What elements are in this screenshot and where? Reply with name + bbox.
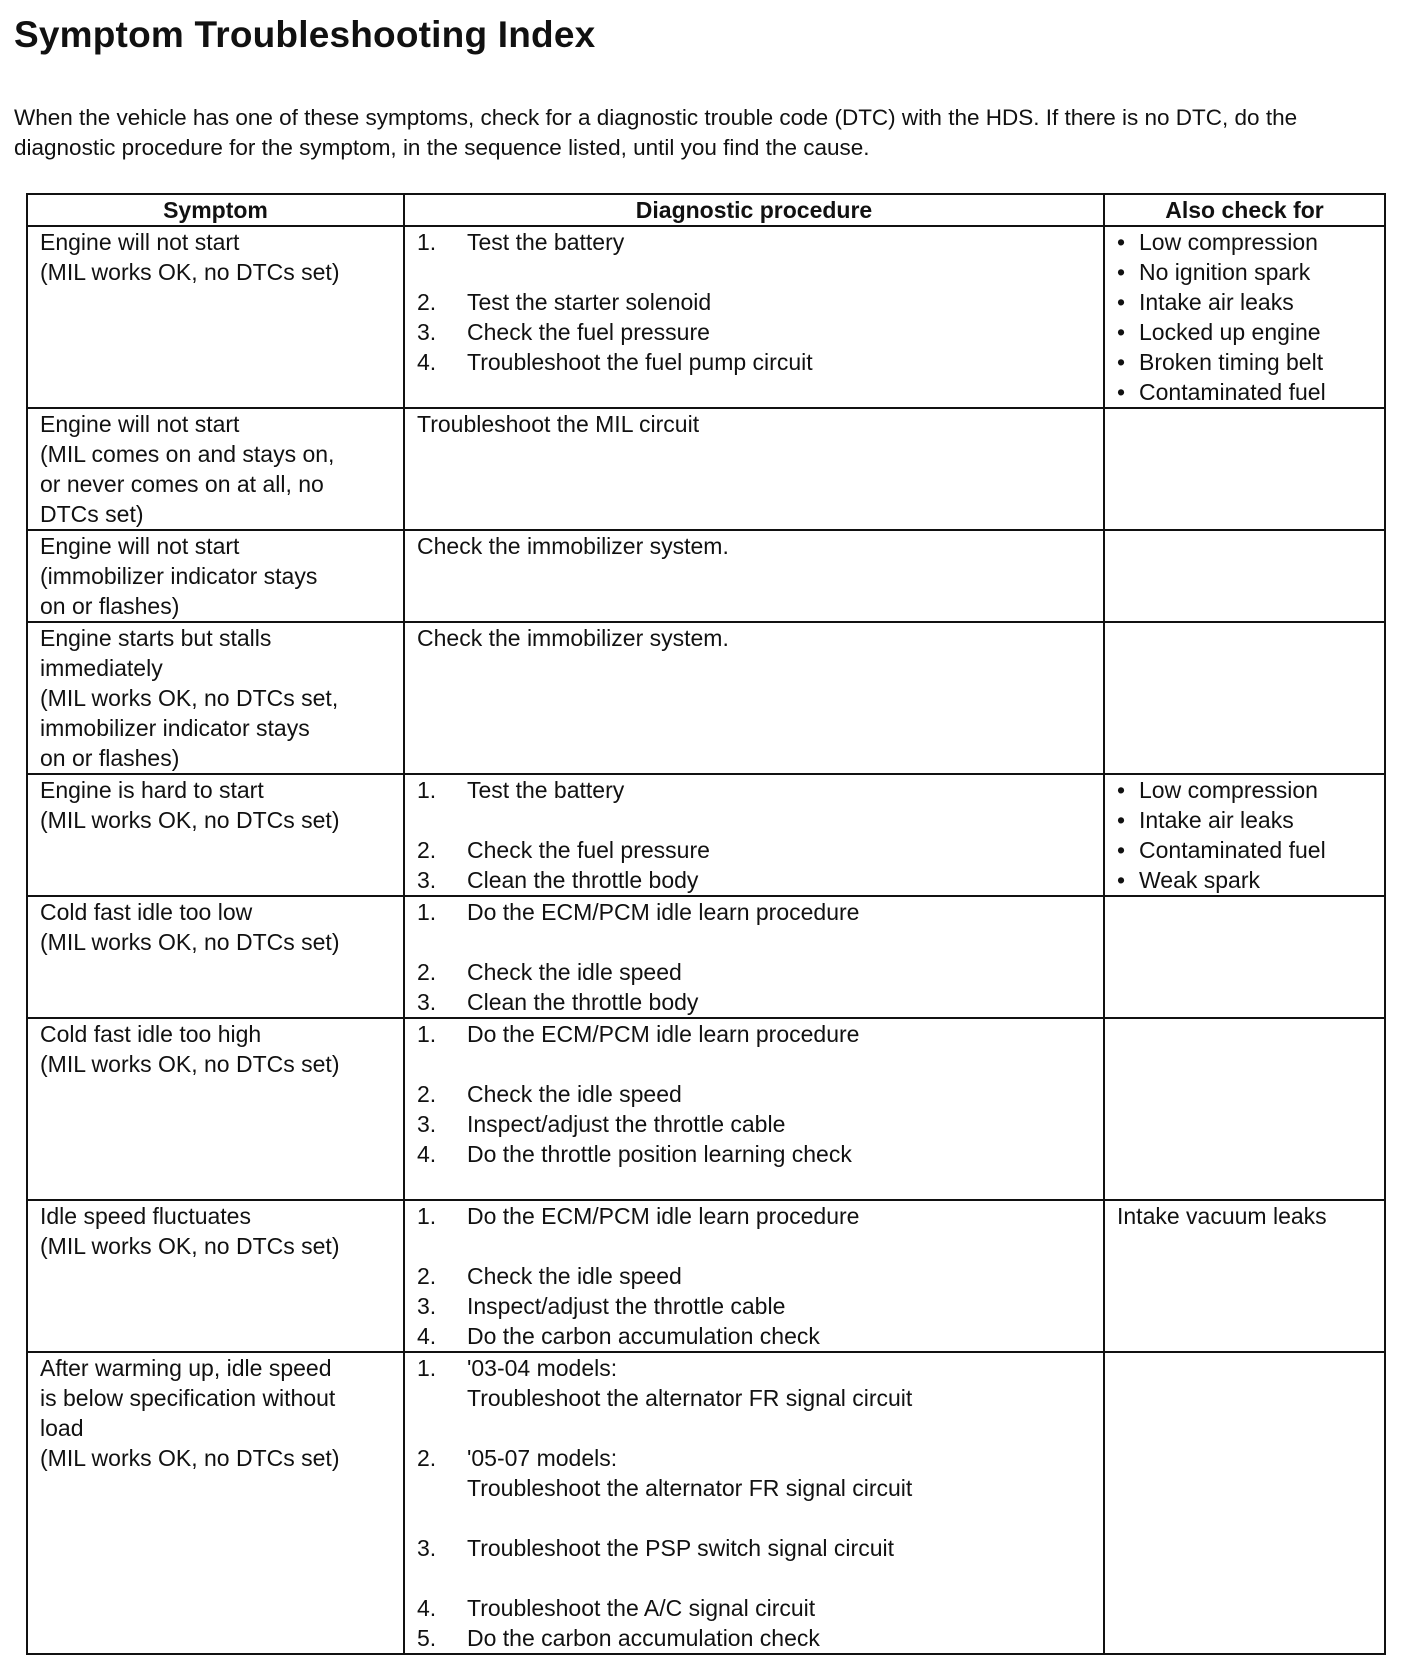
procedure-cell bbox=[404, 774, 1104, 896]
symptom-cell: Engine starts but stalls immediately (MIL works OK, no DTCs set, immobilizer indicator stays on or flashes) bbox=[27, 622, 404, 774]
check-item: • Locked up engine bbox=[1117, 319, 1321, 345]
procedure-step: 1. '03-04 models: Troubleshoot the alternator FR signal circuit bbox=[417, 1355, 913, 1411]
also-check-cell bbox=[1104, 1352, 1385, 1654]
procedure-cell bbox=[404, 1018, 1104, 1200]
procedure-step: 1. Do the ECM/PCM idle learn procedure bbox=[417, 1203, 860, 1229]
header-procedure: Diagnostic procedure bbox=[404, 194, 1104, 226]
check-item: • No ignition spark bbox=[1117, 259, 1311, 285]
check-item: • Low compression bbox=[1117, 229, 1318, 255]
symptom-cell: Engine will not start (immobilizer indicator stays on or flashes) bbox=[27, 530, 404, 622]
also-check-cell bbox=[1104, 530, 1385, 622]
procedure-step: 2. Check the idle speed bbox=[417, 1081, 682, 1107]
symptom-cell: Engine will not start (MIL comes on and stays on, or never comes on at all, no DTCs set) bbox=[27, 408, 404, 530]
symptom-cell: Engine is hard to start (MIL works OK, no DTCs set) bbox=[27, 774, 404, 896]
header-also-check: Also check for bbox=[1104, 194, 1385, 226]
procedure-cell: Troubleshoot the MIL circuit bbox=[404, 408, 1104, 530]
table-row bbox=[27, 1018, 1385, 1200]
procedure-step: 1. Do the ECM/PCM idle learn procedure bbox=[417, 899, 860, 925]
procedure-step: 1. Test the battery bbox=[417, 229, 625, 255]
check-item: • Low compression bbox=[1117, 777, 1318, 803]
procedure-cell bbox=[404, 226, 1104, 408]
procedure-step: 4. Do the carbon accumulation check bbox=[417, 1323, 820, 1349]
symptom-cell: After warming up, idle speed is below specification without load (MIL works OK, no DTCs set) bbox=[27, 1352, 404, 1654]
procedure-step: 4. Troubleshoot the fuel pump circuit bbox=[417, 349, 813, 375]
procedure-step: 3. Inspect/adjust the throttle cable bbox=[417, 1293, 786, 1319]
procedure-cell: Check the immobilizer system. bbox=[404, 530, 1104, 622]
table-row bbox=[27, 1352, 1385, 1654]
symptom-cell: Cold fast idle too high (MIL works OK, no DTCs set) bbox=[27, 1018, 404, 1200]
also-check-cell bbox=[1104, 622, 1385, 774]
procedure-cell bbox=[404, 896, 1104, 1018]
procedure-step: 4. Troubleshoot the A/C signal circuit bbox=[417, 1595, 816, 1621]
header-symptom: Symptom bbox=[27, 194, 404, 226]
also-check-cell bbox=[1104, 896, 1385, 1018]
procedure-cell bbox=[404, 1352, 1104, 1654]
procedure-step: 1. Test the battery bbox=[417, 777, 625, 803]
table-row bbox=[27, 226, 1385, 408]
symptom-cell: Cold fast idle too low (MIL works OK, no DTCs set) bbox=[27, 896, 404, 1018]
table-row bbox=[27, 896, 1385, 1018]
procedure-step: 5. Do the carbon accumulation check bbox=[417, 1625, 820, 1651]
procedure-step: 3. Inspect/adjust the throttle cable bbox=[417, 1111, 786, 1137]
also-check-cell bbox=[1104, 774, 1385, 896]
table-row bbox=[27, 530, 1385, 622]
also-check-cell bbox=[1104, 408, 1385, 530]
procedure-step: 4. Do the throttle position learning check bbox=[417, 1141, 852, 1167]
procedure-cell: Check the immobilizer system. bbox=[404, 622, 1104, 774]
procedure-step: 1. Do the ECM/PCM idle learn procedure bbox=[417, 1021, 860, 1047]
procedure-step: 2. Check the fuel pressure bbox=[417, 837, 710, 863]
intro-paragraph: When the vehicle has one of these symptoms, check for a diagnostic trouble code (DTC) with the HDS. If there is no DTC, do the diagnostic procedure for the symptom, in the sequence listed, until you find the cause. bbox=[14, 105, 1298, 160]
procedure-step: 2. Test the starter solenoid bbox=[417, 289, 712, 315]
procedure-step: 2. Check the idle speed bbox=[417, 1263, 682, 1289]
symptom-cell: Engine will not start (MIL works OK, no DTCs set) bbox=[27, 226, 404, 408]
symptom-table bbox=[26, 193, 1386, 1655]
also-check-cell bbox=[1104, 226, 1385, 408]
symptom-cell: Idle speed fluctuates (MIL works OK, no DTCs set) bbox=[27, 1200, 404, 1352]
procedure-step: 3. Troubleshoot the PSP switch signal circuit bbox=[417, 1535, 894, 1561]
table-row bbox=[27, 408, 1385, 530]
table-row bbox=[27, 774, 1385, 896]
check-item: • Weak spark bbox=[1117, 867, 1261, 893]
check-item: • Intake air leaks bbox=[1117, 807, 1294, 833]
check-item: • Intake air leaks bbox=[1117, 289, 1294, 315]
procedure-step: 3. Check the fuel pressure bbox=[417, 319, 710, 345]
procedure-step: 3. Clean the throttle body bbox=[417, 867, 699, 893]
also-check-cell: Intake vacuum leaks bbox=[1104, 1200, 1385, 1352]
procedure-step: 2. Check the idle speed bbox=[417, 959, 682, 985]
check-item: • Contaminated fuel bbox=[1117, 379, 1326, 405]
also-check-cell bbox=[1104, 1018, 1385, 1200]
check-item: • Contaminated fuel bbox=[1117, 837, 1326, 863]
table-row bbox=[27, 1200, 1385, 1352]
procedure-step: 3. Clean the throttle body bbox=[417, 989, 699, 1015]
table-header-row bbox=[27, 194, 1385, 226]
check-item: • Broken timing belt bbox=[1117, 349, 1324, 375]
procedure-cell bbox=[404, 1200, 1104, 1352]
procedure-step: 2. '05-07 models: Troubleshoot the alternator FR signal circuit bbox=[417, 1445, 913, 1501]
table-row bbox=[27, 622, 1385, 774]
page-title: Symptom Troubleshooting Index bbox=[14, 14, 596, 55]
